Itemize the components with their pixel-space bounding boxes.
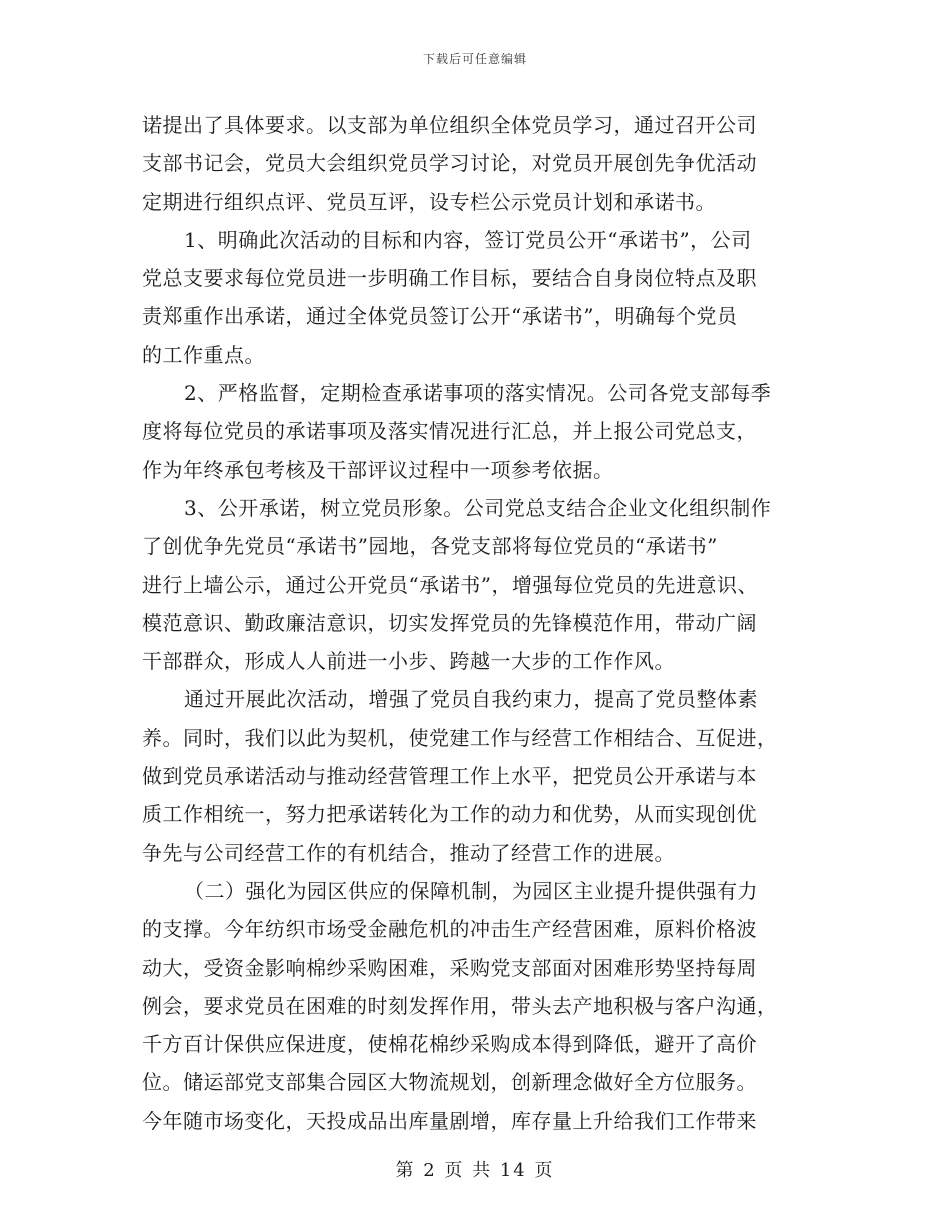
text-line: 干部群众，形成人人前进一小步、跨越一大步的工作作风。	[142, 649, 675, 674]
text-line: 动大，受资金影响棉纱采购困难，采购党支部面对困难形势坚持每周	[142, 955, 757, 980]
text-line: 作为年终承包考核及干部评议过程中一项参考依据。	[142, 457, 614, 482]
text-line: 质工作相统一，努力把承诺转化为工作的动力和优势，从而实现创优	[142, 802, 757, 827]
text-line: 3、公开承诺，树立党员形象。公司党总支结合企业文化组织制作	[184, 495, 772, 520]
text-line: 的工作重点。	[142, 342, 265, 367]
text-line: 例会，要求党员在困难的时刻发挥作用，带头去产地积极与客户沟通，	[142, 993, 778, 1018]
text-line: 2、严格监督，定期检查承诺事项的落实情况。公司各党支部每季	[184, 381, 772, 406]
document-body	[142, 106, 808, 1140]
text-line: 做到党员承诺活动与推动经营管理工作上水平，把党员公开承诺与本	[142, 764, 757, 789]
text-line: 千方百计保供应保进度，使棉花棉纱采购成本得到降低，避开了高价	[142, 1032, 757, 1057]
text-line: 党总支要求每位党员进一步明确工作目标，要结合自身岗位特点及职	[142, 266, 757, 291]
text-line: 进行上墙公示，通过公开党员“承诺书”，增强每位党员的先进意识、	[142, 572, 758, 597]
text-line: 通过开展此次活动，增强了党员自我约束力，提高了党员整体素	[184, 687, 758, 712]
text-line: 支部书记会，党员大会组织党员学习讨论，对党员开展创先争优活动	[142, 151, 757, 176]
text-line: 定期进行组织点评、党员互评，设专栏公示党员计划和承诺书。	[142, 189, 716, 214]
text-line: 位。储运部党支部集合园区大物流规划，创新理念做好全方位服务。	[142, 1070, 757, 1095]
text-line: 模范意识、勤政廉洁意识，切实发挥党员的先锋模范作用，带动广阔	[142, 610, 757, 635]
text-line: 1、明确此次活动的目标和内容，签订党员公开“承诺书”，公司	[184, 227, 752, 252]
text-line: 诺提出了具体要求。以支部为单位组织全体党员学习，通过召开公司	[142, 113, 757, 137]
page-number: 第 2 页 共 14 页	[395, 1160, 555, 1181]
text-line: 了创优争先党员“承诺书”园地，各党支部将每位党员的“承诺书”	[142, 534, 718, 559]
text-line: （二）强化为园区供应的保障机制，为园区主业提升提供强有力	[184, 878, 758, 903]
text-line: 养。同时，我们以此为契机，使党建工作与经营工作相结合、互促进，	[142, 725, 778, 750]
text-line: 度将每位党员的承诺事项及落实情况进行汇总，并上报公司党总支，	[142, 419, 757, 444]
page-header: 下载后可任意编辑	[422, 52, 527, 66]
text-line: 的支撑。今年纺织市场受金融危机的冲击生产经营困难，原料价格波	[142, 917, 757, 942]
text-line: 争先与公司经营工作的有机结合，推动了经营工作的进展。	[142, 840, 675, 865]
text-line: 今年随市场变化，天投成品出库量剧增，库存量上升给我们工作带来	[142, 1108, 757, 1133]
text-line: 责郑重作出承诺，通过全体党员签订公开“承诺书”，明确每个党员	[142, 304, 738, 329]
